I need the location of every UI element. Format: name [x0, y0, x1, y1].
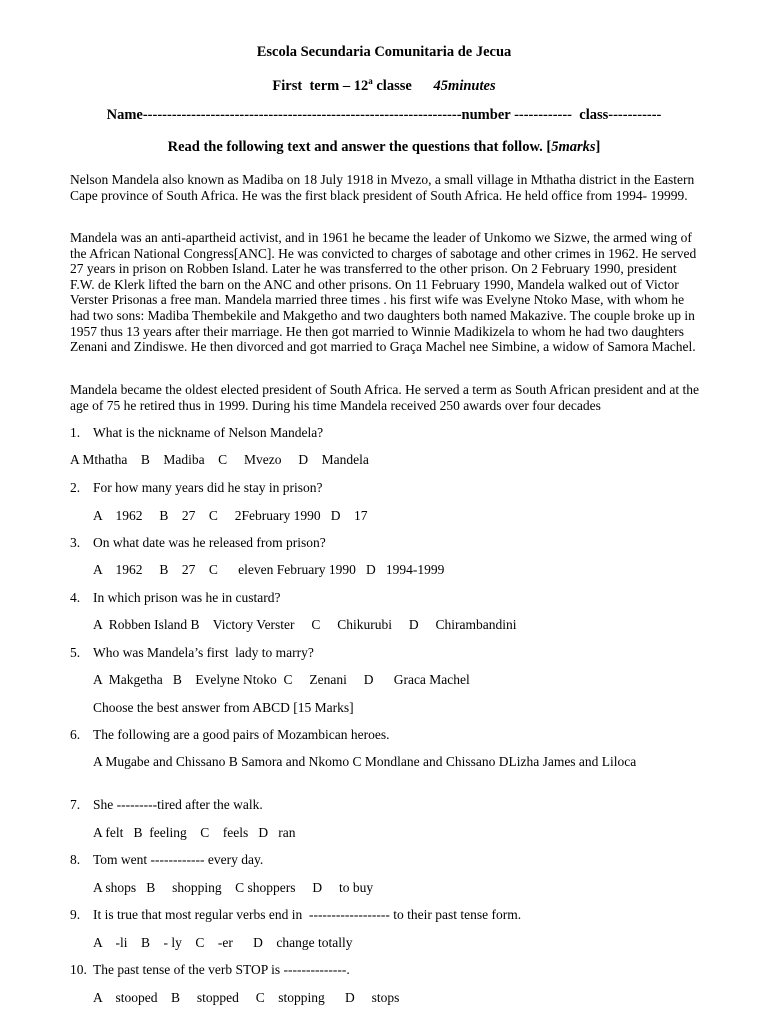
question-text: For how many years did he stay in prison? [93, 480, 323, 495]
answer-options-10: A stooped B stopped C stopping D stops [93, 990, 400, 1005]
question-number: 4. [70, 590, 81, 605]
question-text: Who was Mandela’s first lady to marry? [93, 645, 314, 660]
answer-options-8: A shops B shopping C shoppers D to buy [93, 880, 374, 895]
term-class: classe [372, 77, 412, 94]
passage-paragraph-1: Nelson Mandela also known as Madiba on 18 July 1918 in Mvezo, a small village in Mthatha district in the Eastern Cape province of South Africa. He was the first black president of South Africa. He held office from 1994- 19999. [70, 172, 695, 203]
name-label: Name [106, 107, 143, 123]
term-line [0, 76, 768, 95]
reading-instruction-text: Read the following text and answer the questions that follow. [ [167, 139, 552, 155]
question-number: 5. [70, 645, 81, 660]
question-8 [70, 852, 263, 868]
question-number: 8. [70, 852, 81, 867]
question-text: In which prison was he in custard? [93, 590, 281, 605]
reading-marks: 5marks [551, 139, 596, 155]
answer-options-3: A 1962 B 27 C eleven February 1990 D 1994-1999 [93, 562, 445, 577]
question-number: 10. [70, 962, 87, 977]
answer-options-6: A Mugabe and Chissano B Samora and Nkomo C Mondlane and Chissano DLizha James and Liloca [93, 754, 637, 769]
question-text: The following are a good pairs of Mozambican heroes. [93, 727, 390, 742]
question-1 [70, 425, 323, 441]
question-number: 2. [70, 480, 81, 495]
question-number: 7. [70, 797, 81, 812]
term-text: First term – 12 [272, 77, 369, 94]
term-superscript: a [368, 76, 373, 86]
question-7 [70, 797, 263, 813]
question-number: 9. [70, 907, 81, 922]
question-text: Tom went ------------ every day. [93, 852, 264, 867]
question-3 [70, 535, 326, 551]
question-text: On what date was he released from prison? [93, 535, 326, 550]
answer-options-9: A -li B - ly C -er D change totally [93, 935, 353, 950]
question-number: 1. [70, 425, 81, 440]
answer-options-4: A Robben Island B Victory Verster C Chikurubi D Chirambandini [93, 617, 517, 632]
question-5 [70, 645, 314, 661]
question-text: She ---------tired after the walk. [93, 797, 263, 812]
answer-options-5: A Makgetha B Evelyne Ntoko C Zenani D Graca Machel [93, 672, 470, 687]
passage-paragraph-2: Mandela was an anti-apartheid activist, and in 1961 he became the leader of Unkomo we Sizwe, the armed wing of the African National Congress[ANC]. He was convicted to charges of sabotage and other crimes in 1962. He served 27 years in prison on Robben Island. Later he was transferred to the other prison. On 2 February 1990, president F.W. de Klerk lifted the barn on the ANC and other prisons. On 11 February 1990, Mandela walked out of Victor Verster Prisonas a free man. Mandela married three times . his first wife was Evelyne Ntoko Mase, with whom he had two sons: Madiba Thembekile and Makgetho and two daughters both named Makazive. The couple broke up in 1957 thus 13 years after their marriage. He then got married to Winnie Madikizela to whom he had two daughters Zenani and Zindiswe. He then divorced and got married to Graça Machel nee Simbine, a widow of Samora Machel. [70, 230, 697, 355]
question-text: The past tense of the verb STOP is --------------. [93, 962, 350, 977]
question-9 [70, 907, 521, 923]
number-blank: ------------ [514, 107, 573, 123]
answer-options-2: A 1962 B 27 C 2February 1990 D 17 [93, 508, 368, 523]
question-number: 6. [70, 727, 81, 742]
class-blank: ----------- [608, 107, 662, 123]
question-number: 3. [70, 535, 81, 550]
student-info-line [0, 107, 768, 124]
question-text: It is true that most regular verbs end in ------------------ to their past tense form. [93, 907, 522, 922]
answer-options-7: A felt B feeling C feels D ran [93, 825, 296, 840]
class-label: class [579, 107, 609, 123]
section-instruction: Choose the best answer from ABCD [15 Marks] [93, 700, 354, 715]
school-title: Escola Secundaria Comunitaria de Jecua [256, 44, 512, 60]
passage-paragraph-3: Mandela became the oldest elected president of South Africa. He served a term as South African president and at the age of 75 he retired thus in 1999. During his time Mandela received 250 awards over four decades [70, 382, 700, 413]
question-text: What is the nickname of Nelson Mandela? [93, 425, 324, 440]
question-10 [70, 962, 350, 978]
answer-options-1: A Mthatha B Madiba C Mvezo D Mandela [70, 452, 369, 467]
question-2 [70, 480, 322, 496]
question-4 [70, 590, 280, 606]
question-6 [70, 727, 390, 743]
reading-instruction-close: ] [595, 139, 601, 155]
name-blank: ------------------------------------------------------------------ [142, 107, 462, 123]
term-duration: 45minutes [433, 77, 496, 94]
reading-instruction [0, 139, 768, 156]
number-label: number [461, 107, 511, 123]
